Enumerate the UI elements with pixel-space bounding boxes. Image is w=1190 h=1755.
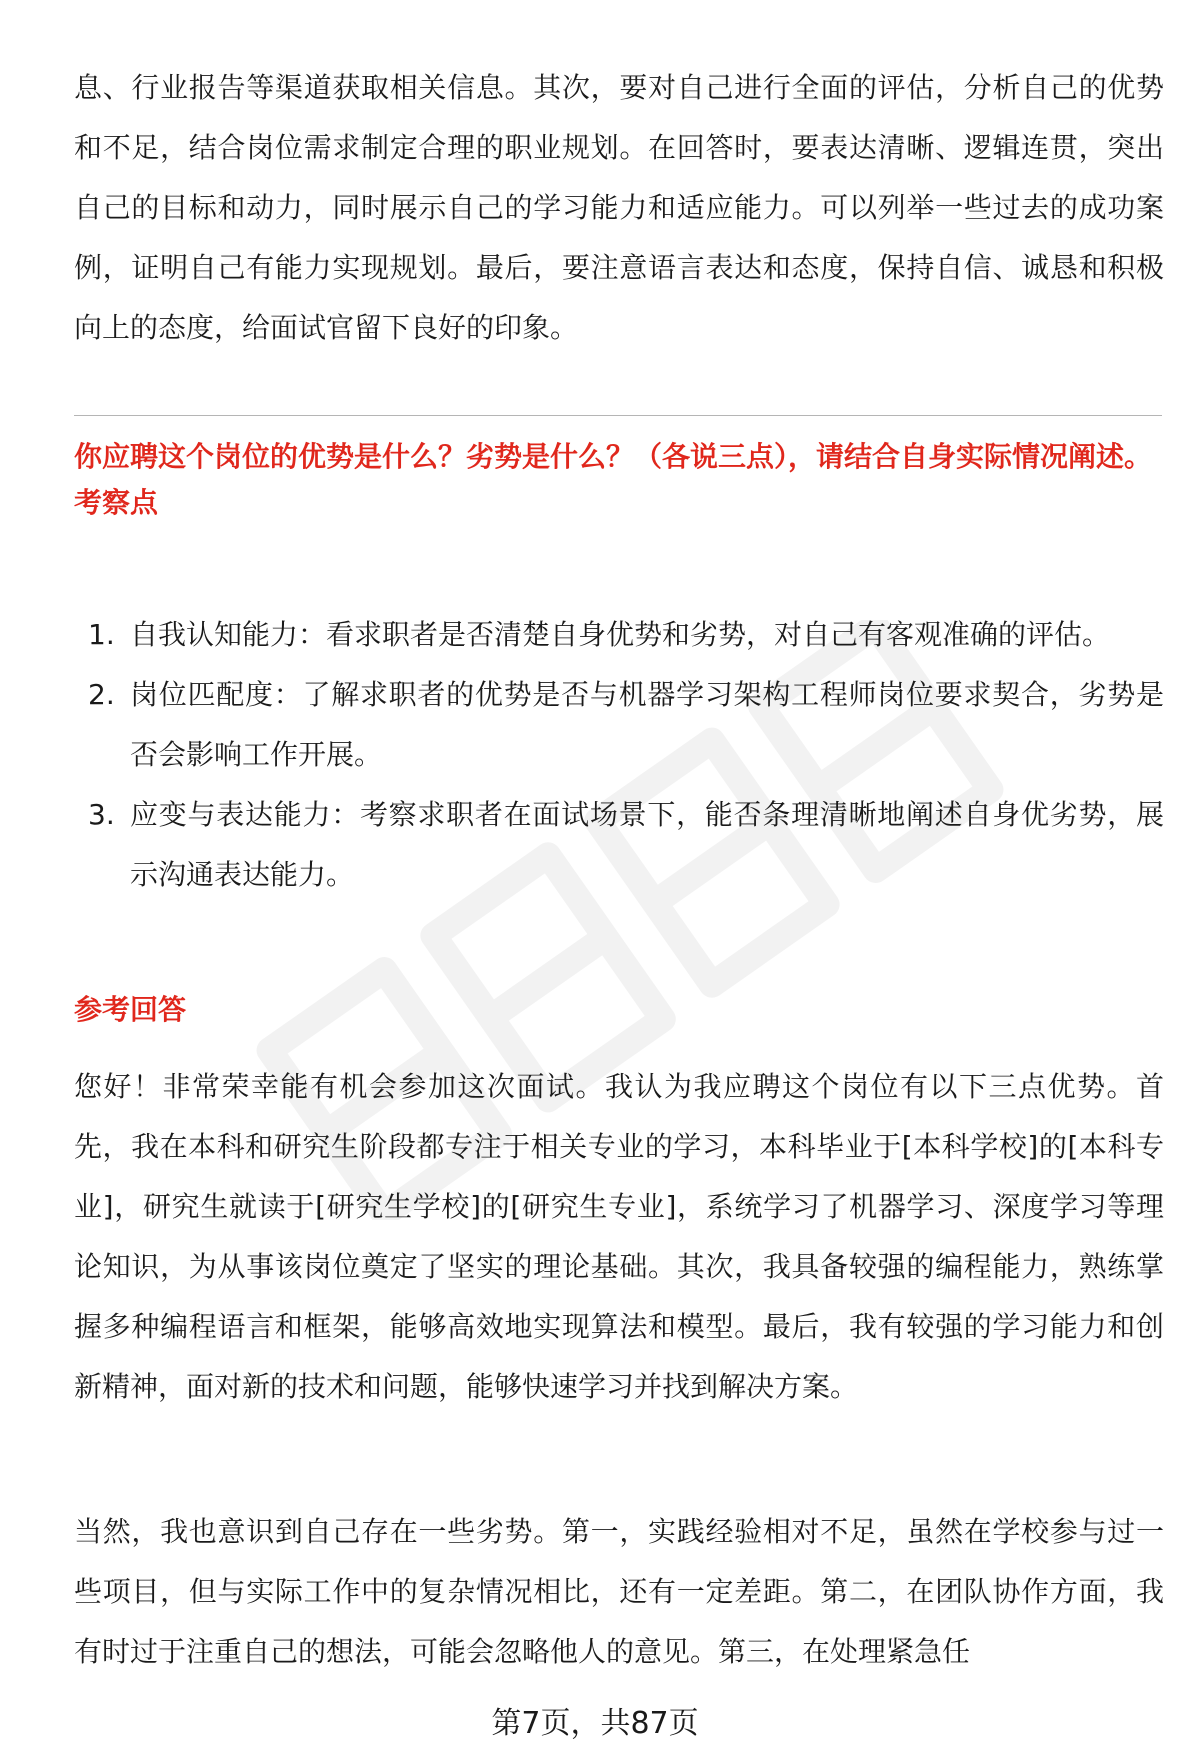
reference-answer <box>74 1057 1164 1417</box>
intro-paragraph: 息、行业报告等渠道获取相关信息。其次，要对自己进行全面的评估，分析自己的优势和不足，结合岗位需求制定合理的职业规划。在回答时，要表达清晰、逻辑连贯，突出自己的目标和动力，同时展示自己的学习能力和适应能力。可以列举一些过去的成功案例，证明自己有能力实现规划。最后，要注意语言表达和态度，保持自信、诚恳和积极向上的态度，给面试官留下良好的印象。 <box>74 71 1164 344</box>
intro-section <box>74 58 1164 358</box>
answer-paragraph: 当然，我也意识到自己存在一些劣势。第一，实践经验相对不足，虽然在学校参与过一些项目，但与实际工作中的复杂情况相比，还有一定差距。第二，在团队协作方面，我有时过于注重自己的想法，可能会忽略他人的意见。第三，在处理紧急任 <box>74 1515 1164 1668</box>
list-item <box>74 665 1164 785</box>
list-number: 1. <box>88 618 115 651</box>
list-number: 2. <box>88 678 115 711</box>
reference-answer-continued <box>74 1502 1164 1682</box>
list-item-text: 岗位匹配度：了解求职者的优势是否与机器学习架构工程师岗位要求契合，劣势是否会影响工作开展。 <box>130 678 1164 771</box>
answer-paragraph: 您好！非常荣幸能有机会参加这次面试。我认为我应聘这个岗位有以下三点优势。首先，我在本科和研究生阶段都专注于相关专业的学习，本科毕业于[本科学校]的[本科专业]，研究生就读于[研究生学校]的[研究生专业]，系统学习了机器学习、深度学习等理论知识，为从事该岗位奠定了坚实的理论基础。其次，我具备较强的编程能力，熟练掌握多种编程语言和框架，能够高效地实现算法和模型。最后，我有较强的学习能力和创新精神，面对新的技术和问题，能够快速学习并找到解决方案。 <box>74 1070 1164 1403</box>
list-number: 3. <box>88 798 115 831</box>
list-item-text: 应变与表达能力：考察求职者在面试场景下，能否条理清晰地阐述自身优劣势，展示沟通表达能力。 <box>130 798 1164 891</box>
list-item <box>74 605 1164 665</box>
reference-title: 参考回答 <box>74 993 187 1026</box>
page-footer: 第7页，共87页 <box>491 1706 699 1741</box>
list-item-text: 自我认知能力：看求职者是否清楚自身优势和劣势，对自己有客观准确的评估。 <box>130 618 1111 651</box>
list-item <box>74 785 1164 905</box>
assessment-list <box>74 605 1164 905</box>
assessment-title: 考察点 <box>74 486 159 519</box>
section-divider <box>74 415 1162 416</box>
question-heading: 你应聘这个岗位的优势是什么？劣势是什么？（各说三点），请结合自身实际情况阐述。 <box>74 440 1153 473</box>
